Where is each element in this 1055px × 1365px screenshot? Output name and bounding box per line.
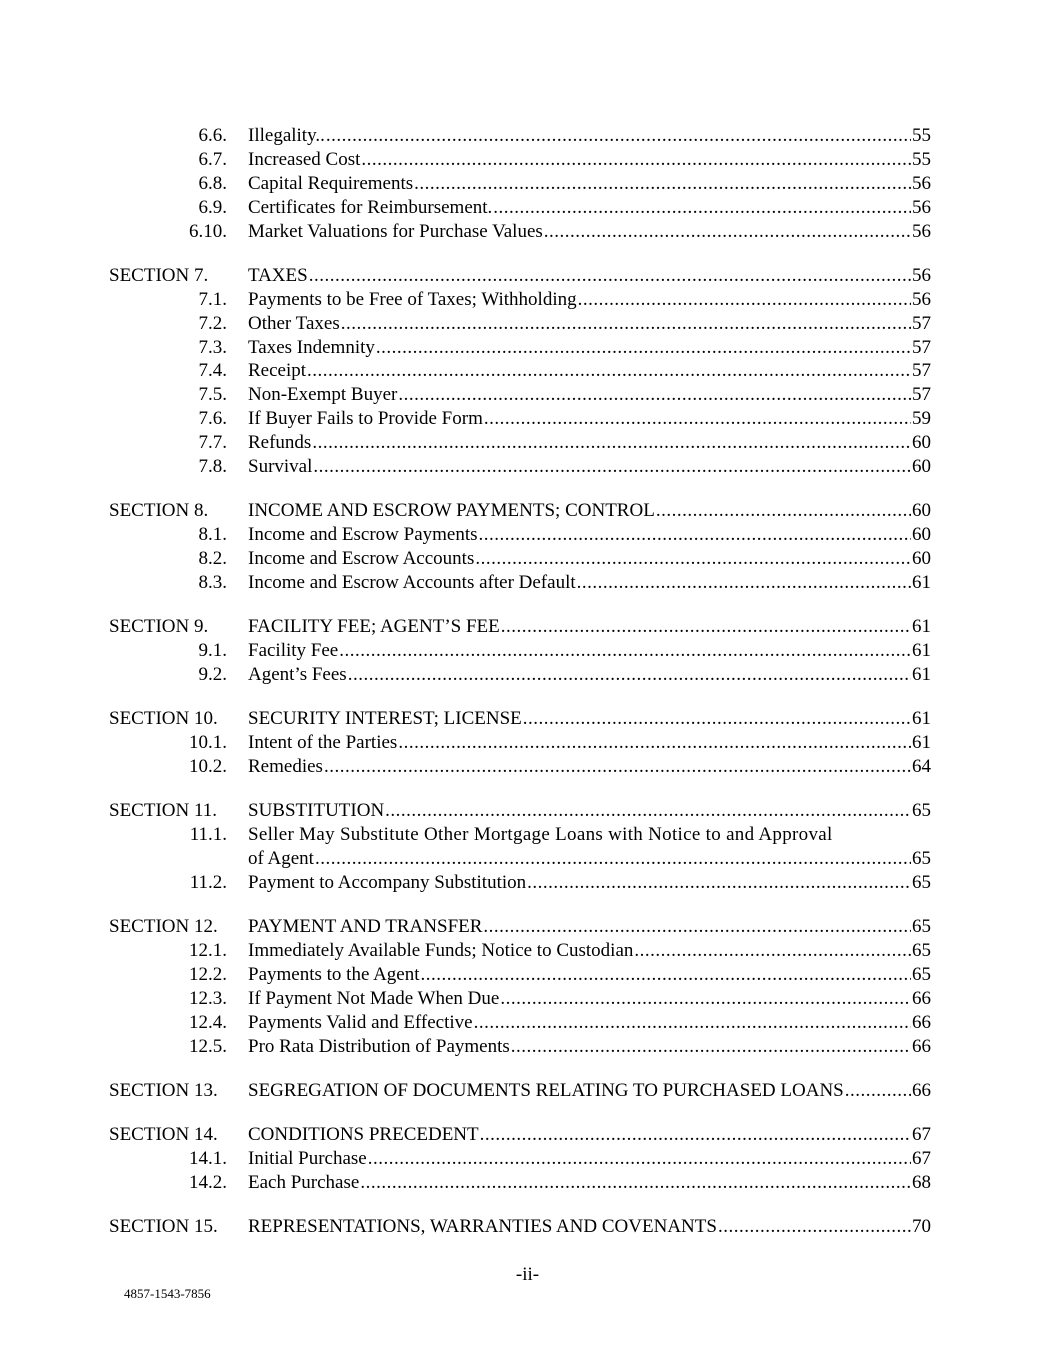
toc-entry-title: Receipt <box>248 360 307 382</box>
toc-section-entry[interactable] <box>0 707 1055 731</box>
toc-entry-title: Payments to the Agent <box>248 964 420 986</box>
toc-entry-title: Agent’s Fees <box>248 663 347 685</box>
toc-entry-page: 64 <box>912 756 931 778</box>
toc-subsection-entry[interactable] <box>0 383 1055 407</box>
toc-entry-title: Increased Cost <box>248 148 361 170</box>
toc-entry-number: 6.10. <box>189 220 227 242</box>
toc-entry-page: 70 <box>912 1216 931 1238</box>
dot-leader <box>479 523 911 547</box>
toc-entry-title-line <box>248 1035 931 1059</box>
toc-entry-number: 6.8. <box>198 172 227 194</box>
dot-leader <box>718 1215 911 1239</box>
dot-leader <box>414 172 911 196</box>
toc-entry-number: 6.9. <box>198 196 227 218</box>
toc-entry-title-line <box>248 871 931 895</box>
toc-subsection-entry[interactable] <box>0 823 1055 847</box>
toc-subsection-entry[interactable] <box>0 1171 1055 1195</box>
dot-leader <box>309 264 911 288</box>
toc-entry-title: Initial Purchase <box>248 1148 367 1170</box>
toc-entry-page: 67 <box>912 1124 931 1146</box>
toc-entry-page: 60 <box>912 548 931 570</box>
toc-entry-title: CONDITIONS PRECEDENT <box>248 1124 479 1146</box>
toc-entry-number: 12.1. <box>189 940 227 962</box>
dot-leader <box>544 220 911 244</box>
dot-leader <box>577 571 911 595</box>
dot-leader <box>634 939 911 963</box>
dot-leader <box>398 383 911 407</box>
dot-leader <box>326 124 911 148</box>
dot-leader <box>483 915 911 939</box>
toc-entry-title: INCOME AND ESCROW PAYMENTS; CONTROL <box>248 500 655 522</box>
toc-entry-number: 10.2. <box>189 756 227 778</box>
dot-leader <box>341 312 911 336</box>
toc-section-entry[interactable] <box>0 915 1055 939</box>
toc-section-entry[interactable] <box>0 615 1055 639</box>
toc-section-entry[interactable] <box>0 1123 1055 1147</box>
toc-subsection-entry[interactable] <box>0 288 1055 312</box>
dot-leader <box>307 359 911 383</box>
toc-subsection-entry[interactable] <box>0 547 1055 571</box>
toc-subsection-entry[interactable] <box>0 663 1055 687</box>
toc-section-entry[interactable] <box>0 1215 1055 1239</box>
toc-entry-page: 56 <box>912 264 931 286</box>
toc-entry-page: 56 <box>912 172 931 194</box>
toc-entry-title-line <box>248 359 931 383</box>
toc-entry-title: Facility Fee <box>248 640 339 662</box>
toc-entry-title-line <box>248 312 931 336</box>
toc-entry-title-line <box>248 431 931 455</box>
toc-entry-page: 61 <box>912 732 931 754</box>
toc-entry-title: Income and Escrow Accounts after Default <box>248 571 576 593</box>
dot-leader <box>315 847 911 871</box>
toc-entry-number: 7.4. <box>198 360 227 382</box>
toc-entry-title: REPRESENTATIONS, WARRANTIES AND COVENANTS <box>248 1216 717 1238</box>
document-id: 4857-1543-7856 <box>124 1286 211 1301</box>
toc-entry-page: 60 <box>912 524 931 546</box>
toc-entry-number: 9.1. <box>198 640 227 662</box>
toc-entry-title: Payments to be Free of Taxes; Withholding <box>248 288 577 310</box>
toc-entry-page: 65 <box>912 964 931 986</box>
toc-subsection-entry-continuation[interactable] <box>0 847 1055 871</box>
toc-entry-page: 56 <box>912 288 931 310</box>
toc-entry-page: 57 <box>912 336 931 358</box>
toc-entry-page: 55 <box>912 148 931 170</box>
toc-section-entry[interactable] <box>0 799 1055 823</box>
toc-entry-title: Refunds <box>248 432 312 454</box>
toc-entry-number: 7.8. <box>198 455 227 477</box>
toc-entry-number: 7.1. <box>198 288 227 310</box>
toc-entry-page: 56 <box>912 196 931 218</box>
toc-entry-title: Each Purchase <box>248 1172 360 1194</box>
toc-entry-title-line <box>248 615 931 639</box>
section-spacer <box>0 779 1055 799</box>
toc-entry-title: SUBSTITUTION <box>248 800 385 822</box>
toc-entry-title-line <box>248 571 931 595</box>
toc-entry-title: Market Valuations for Purchase Values <box>248 220 543 242</box>
toc-entry-title-line <box>248 407 931 431</box>
toc-entry-title: Other Taxes <box>248 312 340 334</box>
dot-leader <box>578 288 911 312</box>
dot-leader <box>480 1123 911 1147</box>
toc-entry-number: 6.7. <box>198 148 227 170</box>
toc-entry-page: 65 <box>912 940 931 962</box>
toc-entry-title-line <box>248 523 931 547</box>
section-spacer <box>0 595 1055 615</box>
section-spacer <box>0 895 1055 915</box>
toc-entry-number: 14.1. <box>189 1148 227 1170</box>
toc-entry-number: SECTION 15. <box>109 1216 218 1238</box>
toc-subsection-entry[interactable] <box>0 1035 1055 1059</box>
toc-subsection-entry[interactable] <box>0 312 1055 336</box>
toc-entry-number: 7.6. <box>198 408 227 430</box>
dot-leader <box>500 987 911 1011</box>
toc-entry-page: 60 <box>912 500 931 522</box>
toc-subsection-entry[interactable] <box>0 639 1055 663</box>
dot-leader <box>501 615 911 639</box>
toc-entry-number: SECTION 8. <box>109 500 209 522</box>
toc-entry-title-line <box>248 823 931 847</box>
toc-entry-title-line <box>248 915 931 939</box>
dot-leader <box>493 196 911 220</box>
toc-entry-title-line <box>248 639 931 663</box>
toc-entry-title: SECURITY INTEREST; LICENSE <box>248 708 522 730</box>
toc-entry-title: Remedies <box>248 756 323 778</box>
dot-leader <box>484 407 911 431</box>
toc-entry-number: 12.2. <box>189 964 227 986</box>
toc-entry-page: 66 <box>912 1011 931 1033</box>
toc-entry-number: SECTION 14. <box>109 1124 218 1146</box>
toc-entry-page: 67 <box>912 1148 931 1170</box>
table-of-contents <box>0 124 1055 1239</box>
toc-entry-title-line <box>248 264 931 288</box>
dot-leader <box>361 148 911 172</box>
toc-entry-title: Income and Escrow Payments <box>248 524 478 546</box>
toc-entry-number: 9.2. <box>198 663 227 685</box>
section-spacer <box>0 1103 1055 1123</box>
toc-entry-title: Immediately Available Funds; Notice to Custodian <box>248 940 634 962</box>
toc-subsection-entry[interactable] <box>0 124 1055 148</box>
toc-entry-number: 12.5. <box>189 1035 227 1057</box>
toc-entry-number: 7.2. <box>198 312 227 334</box>
toc-subsection-entry[interactable] <box>0 731 1055 755</box>
toc-subsection-entry[interactable] <box>0 1147 1055 1171</box>
toc-entry-page: 61 <box>912 616 931 638</box>
toc-entry-page: 59 <box>912 408 931 430</box>
toc-entry-title: Certificates for Reimbursement. <box>248 196 493 218</box>
page-number: -ii- <box>515 1264 540 1285</box>
toc-entry-page: 65 <box>912 800 931 822</box>
toc-subsection-entry[interactable] <box>0 987 1055 1011</box>
dot-leader <box>324 755 911 779</box>
toc-entry-title-line <box>248 196 931 220</box>
toc-entry-title-line <box>248 987 931 1011</box>
toc-subsection-entry[interactable] <box>0 755 1055 779</box>
toc-entry-title-line <box>248 336 931 360</box>
dot-leader <box>511 1035 911 1059</box>
toc-entry-title: If Buyer Fails to Provide Form <box>248 408 483 430</box>
toc-entry-title-line <box>248 707 931 731</box>
toc-entry-title: If Payment Not Made When Due <box>248 987 500 1009</box>
toc-entry-page: 57 <box>912 360 931 382</box>
toc-entry-title-line <box>248 1215 931 1239</box>
section-spacer <box>0 1059 1055 1079</box>
dot-leader <box>475 547 911 571</box>
toc-entry-title: Income and Escrow Accounts <box>248 548 475 570</box>
toc-entry-page: 68 <box>912 1172 931 1194</box>
toc-entry-title-line <box>248 499 931 523</box>
toc-entry-title-line <box>248 847 931 871</box>
toc-subsection-entry[interactable] <box>0 220 1055 244</box>
toc-entry-page: 55 <box>912 125 931 146</box>
toc-subsection-entry[interactable] <box>0 196 1055 220</box>
toc-entry-number: 11.2. <box>189 872 227 893</box>
dot-leader <box>385 799 911 823</box>
toc-entry-page: 66 <box>912 1035 931 1057</box>
toc-entry-number: 8.2. <box>198 548 227 570</box>
dot-leader <box>523 707 911 731</box>
toc-entry-page: 61 <box>912 663 931 685</box>
toc-entry-page: 56 <box>912 220 931 242</box>
toc-subsection-entry[interactable] <box>0 336 1055 360</box>
toc-entry-title-line <box>248 1079 931 1103</box>
dot-leader <box>421 963 911 987</box>
toc-entry-title-line <box>248 663 931 687</box>
toc-entry-title: Payment to Accompany Substitution <box>248 872 527 893</box>
toc-entry-title-line <box>248 172 931 196</box>
dot-leader <box>376 336 911 360</box>
toc-entry-page: 65 <box>912 848 931 870</box>
dot-leader <box>527 871 911 895</box>
toc-entry-title: FACILITY FEE; AGENT’S FEE <box>248 616 500 638</box>
toc-entry-page: 65 <box>912 872 931 893</box>
toc-section-entry[interactable] <box>0 499 1055 523</box>
toc-entry-number: 14.2. <box>189 1172 227 1194</box>
toc-entry-title: PAYMENT AND TRANSFER <box>248 916 483 938</box>
toc-subsection-entry[interactable] <box>0 148 1055 172</box>
toc-entry-title: Illegality.. <box>248 125 325 146</box>
toc-subsection-entry[interactable] <box>0 1011 1055 1035</box>
toc-subsection-entry[interactable] <box>0 455 1055 479</box>
toc-entry-title-line <box>248 939 931 963</box>
toc-entry-number: SECTION 12. <box>109 916 218 938</box>
toc-entry-title: Intent of the Parties <box>248 732 398 754</box>
toc-subsection-entry[interactable] <box>0 431 1055 455</box>
dot-leader <box>313 455 911 479</box>
toc-entry-title: Payments Valid and Effective <box>248 1011 473 1033</box>
toc-subsection-entry[interactable] <box>0 571 1055 595</box>
toc-entry-title: Survival <box>248 455 313 477</box>
toc-entry-title-continuation: of Agent <box>248 848 314 870</box>
toc-entry-number: SECTION 9. <box>109 616 209 638</box>
toc-entry-number: 8.1. <box>198 524 227 546</box>
section-spacer <box>0 243 1055 263</box>
toc-entry-title: SEGREGATION OF DOCUMENTS RELATING TO PURCHASED LOANS <box>248 1080 844 1102</box>
toc-entry-title-line <box>248 220 931 244</box>
toc-entry-number: SECTION 13. <box>109 1080 218 1102</box>
toc-entry-page: 66 <box>912 1080 931 1102</box>
toc-entry-title-line <box>248 124 931 148</box>
dot-leader <box>398 731 911 755</box>
toc-entry-number: 7.7. <box>198 432 227 454</box>
toc-entry-number: 12.3. <box>189 987 227 1009</box>
toc-entry-page: 66 <box>912 987 931 1009</box>
toc-entry-title: TAXES <box>248 264 308 286</box>
toc-subsection-entry[interactable] <box>0 407 1055 431</box>
toc-entry-title-line <box>248 731 931 755</box>
toc-subsection-entry[interactable] <box>0 871 1055 895</box>
toc-section-entry[interactable] <box>0 1079 1055 1103</box>
toc-entry-number: SECTION 11. <box>109 800 218 822</box>
section-spacer <box>0 479 1055 499</box>
toc-entry-number: 7.3. <box>198 336 227 358</box>
toc-entry-title-line <box>248 755 931 779</box>
toc-entry-page: 61 <box>912 571 931 593</box>
toc-entry-title-line <box>248 963 931 987</box>
toc-entry-title: Taxes Indemnity <box>248 336 375 358</box>
dot-leader <box>656 499 911 523</box>
dot-leader <box>312 431 911 455</box>
toc-subsection-entry[interactable] <box>0 359 1055 383</box>
toc-subsection-entry[interactable] <box>0 172 1055 196</box>
dot-leader <box>474 1011 911 1035</box>
toc-subsection-entry[interactable] <box>0 523 1055 547</box>
dot-leader <box>339 639 911 663</box>
toc-entry-title-line <box>248 383 931 407</box>
dot-leader <box>368 1147 911 1171</box>
toc-entry-number: 7.5. <box>198 384 227 406</box>
toc-entry-title: Seller May Substitute Other Mortgage Loans with Notice to and Approval <box>248 824 833 846</box>
toc-entry-page: 57 <box>912 312 931 334</box>
toc-entry-title-line <box>248 1011 931 1035</box>
toc-subsection-entry[interactable] <box>0 963 1055 987</box>
toc-entry-page: 61 <box>912 640 931 662</box>
toc-entry-title: Non-Exempt Buyer <box>248 384 398 406</box>
toc-entry-title: Pro Rata Distribution of Payments <box>248 1035 510 1057</box>
toc-entry-page: 61 <box>912 708 931 730</box>
toc-entry-title-line <box>248 1171 931 1195</box>
toc-entry-title-line <box>248 455 931 479</box>
toc-entry-number: 11.1. <box>189 824 227 846</box>
toc-entry-title-line <box>248 799 931 823</box>
toc-entry-title: Capital Requirements <box>248 172 414 194</box>
toc-entry-title-line <box>248 1123 931 1147</box>
toc-entry-title-line <box>248 547 931 571</box>
toc-entry-number: SECTION 10. <box>109 708 218 730</box>
toc-entry-page: 65 <box>912 916 931 938</box>
toc-entry-page: 57 <box>912 384 931 406</box>
dot-leader <box>845 1079 911 1103</box>
toc-entry-title-line <box>248 288 931 312</box>
toc-entry-title-line <box>248 148 931 172</box>
toc-entry-number: 8.3. <box>198 571 227 593</box>
toc-entry-title-line <box>248 1147 931 1171</box>
toc-entry-number: 12.4. <box>189 1011 227 1033</box>
dot-leader <box>360 1171 911 1195</box>
section-spacer <box>0 1195 1055 1215</box>
toc-section-entry[interactable] <box>0 264 1055 288</box>
toc-entry-page: 60 <box>912 455 931 477</box>
dot-leader <box>348 663 911 687</box>
toc-entry-number: 10.1. <box>189 732 227 754</box>
toc-subsection-entry[interactable] <box>0 939 1055 963</box>
toc-entry-number: SECTION 7. <box>109 264 209 286</box>
section-spacer <box>0 687 1055 707</box>
toc-entry-page: 60 <box>912 432 931 454</box>
toc-entry-number: 6.6. <box>198 125 227 146</box>
